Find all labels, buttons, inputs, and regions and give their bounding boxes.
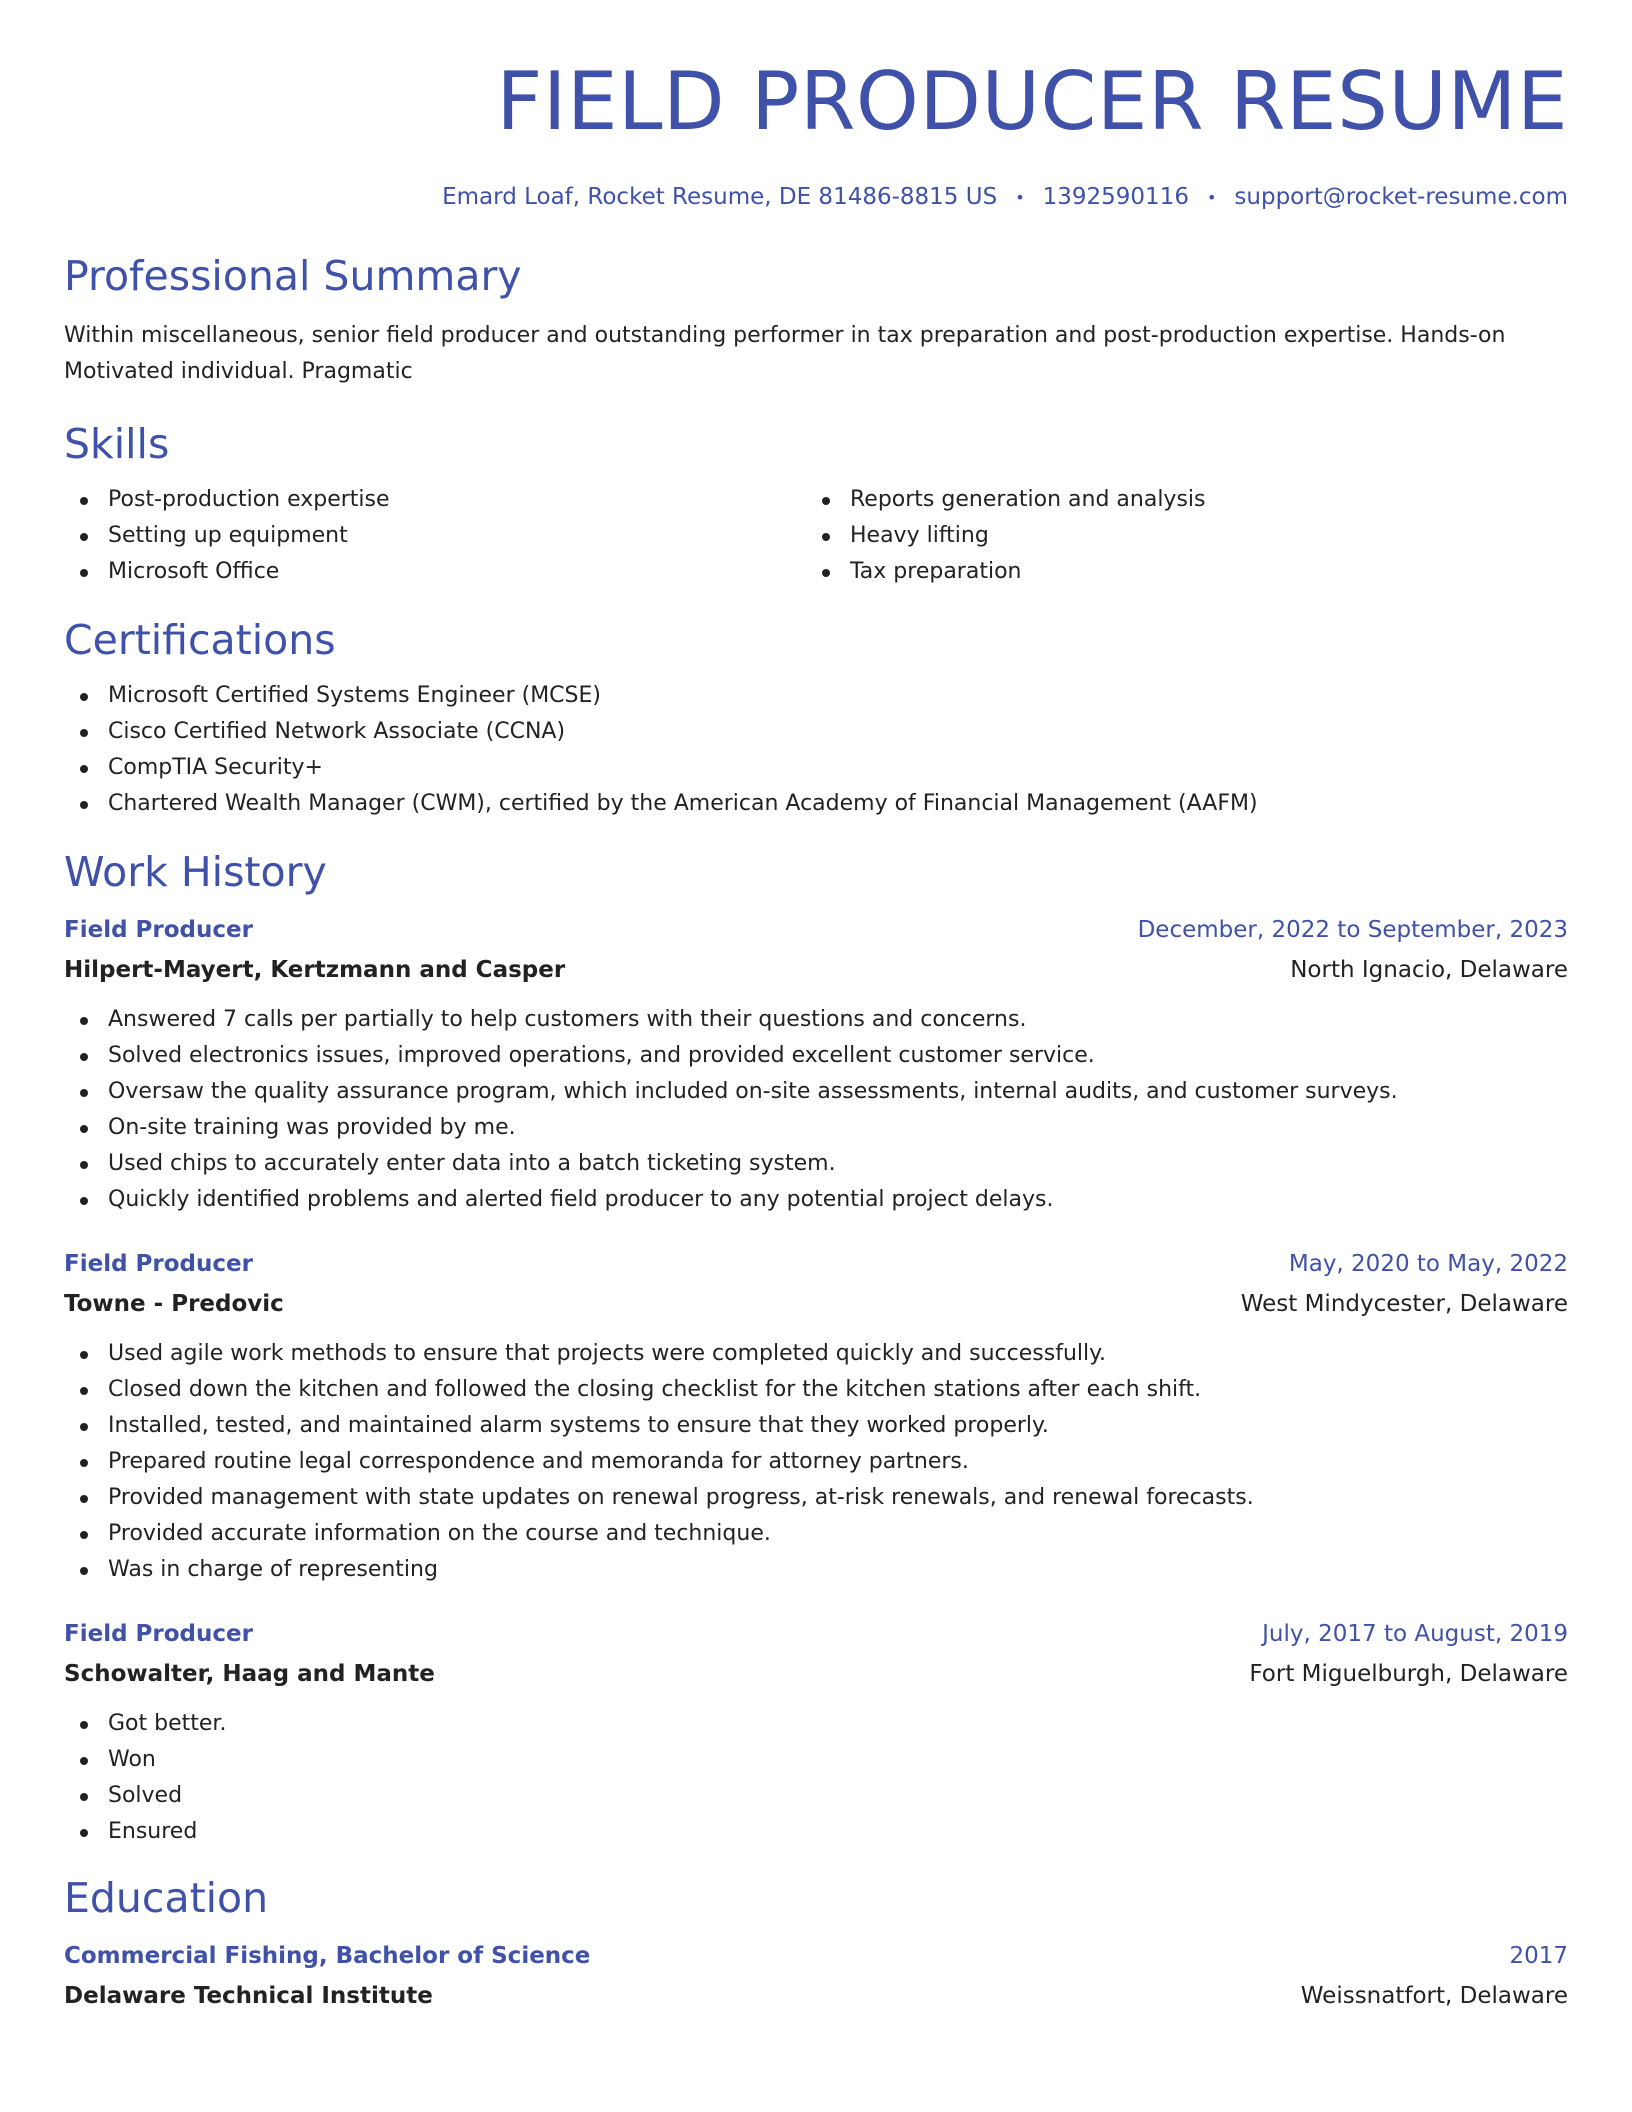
- job-location: North Ignacio, Delaware: [1290, 957, 1568, 983]
- summary-section: [64, 252, 1568, 390]
- list-item: Provided management with state updates on renewal progress, at-risk renewals, and renewal forecasts.: [64, 1480, 1568, 1516]
- list-item: Cisco Certified Network Associate (CCNA): [64, 714, 1568, 750]
- job-dates: December, 2022 to September, 2023: [1137, 917, 1568, 943]
- list-item: Heavy lifting: [806, 518, 1548, 554]
- list-item: Ensured: [64, 1814, 1568, 1850]
- contact-separator: •: [1206, 187, 1217, 207]
- list-item: Oversaw the quality assurance program, which included on-site assessments, internal audits, and customer surveys.: [64, 1074, 1568, 1110]
- section-heading-education: Education: [64, 1874, 269, 1922]
- bullet-dot: [80, 1351, 88, 1359]
- skills-list-left: [64, 482, 806, 590]
- job-employer-row: [64, 1284, 1568, 1324]
- education-location: Weissnatfort, Delaware: [1300, 1983, 1568, 2009]
- job-employer: Schowalter, Haag and Mante: [64, 1661, 435, 1687]
- bullet-dot: [80, 1125, 88, 1133]
- job-employer-row: [64, 1654, 1568, 1694]
- list-item: CompTIA Security+: [64, 750, 1568, 786]
- job-duties-list: [64, 1002, 1568, 1218]
- bullet-dot: [80, 1387, 88, 1395]
- education-entry: [64, 1936, 1568, 2016]
- job-employer-row: [64, 950, 1568, 990]
- summary-text: Within miscellaneous, senior field producer and outstanding performer in tax preparation and post-production expertise. Hands-on Motivated individual. Pragmatic: [64, 323, 1506, 384]
- bullet-dot: [80, 1757, 88, 1765]
- bullet-dot: [80, 1531, 88, 1539]
- skills-section: [64, 420, 1568, 590]
- bullet-dot: [80, 1793, 88, 1801]
- list-item: On-site training was provided by me.: [64, 1110, 1568, 1146]
- list-item: Reports generation and analysis: [806, 482, 1548, 518]
- education-section: [64, 1874, 1568, 2016]
- bullet-dot: [80, 1089, 88, 1097]
- certifications-section: [64, 616, 1568, 822]
- bullet-dot: [80, 729, 88, 737]
- bullet-dot: [80, 1053, 88, 1061]
- job-header-row: [64, 1244, 1568, 1284]
- job-dates: May, 2020 to May, 2022: [1288, 1251, 1568, 1277]
- contact-phone: 1392590116: [1042, 184, 1189, 210]
- list-item: Provided accurate information on the course and technique.: [64, 1516, 1568, 1552]
- list-item: Tax preparation: [806, 554, 1548, 590]
- bullet-dot: [822, 497, 830, 505]
- bullet-dot: [80, 1829, 88, 1837]
- contact-separator: •: [1015, 187, 1025, 207]
- section-heading-skills: Skills: [64, 420, 170, 468]
- job-title: Field Producer: [64, 1621, 253, 1647]
- bullet-dot: [80, 1495, 88, 1503]
- bullet-dot: [822, 569, 830, 577]
- list-item: Chartered Wealth Manager (CWM), certified by the American Academy of Financial Management (AAFM): [64, 786, 1568, 822]
- job-header-row: [64, 1614, 1568, 1654]
- job-dates: July, 2017 to August, 2019: [1262, 1621, 1568, 1647]
- list-item: Closed down the kitchen and followed the closing checklist for the kitchen stations after each shift.: [64, 1372, 1568, 1408]
- job-entry: [64, 1614, 1568, 1850]
- bullet-dot: [80, 497, 88, 505]
- job-entry: [64, 1244, 1568, 1588]
- section-heading-summary: Professional Summary: [64, 252, 522, 300]
- list-item: Microsoft Office: [64, 554, 806, 590]
- job-title: Field Producer: [64, 1251, 253, 1277]
- job-employer: Hilpert-Mayert, Kertzmann and Casper: [64, 957, 566, 983]
- contact-email: support@rocket-resume.com: [1234, 184, 1568, 210]
- list-item: Got better.: [64, 1706, 1568, 1742]
- list-item: Used chips to accurately enter data into a batch ticketing system.: [64, 1146, 1568, 1182]
- list-item: Answered 7 calls per partially to help customers with their questions and concerns.: [64, 1002, 1568, 1038]
- list-item: Post-production expertise: [64, 482, 806, 518]
- list-item: Solved electronics issues, improved operations, and provided excellent customer service.: [64, 1038, 1568, 1074]
- list-item: Installed, tested, and maintained alarm systems to ensure that they worked properly.: [64, 1408, 1568, 1444]
- job-location: West Mindycester, Delaware: [1240, 1291, 1568, 1317]
- bullet-dot: [80, 1017, 88, 1025]
- resume-title: FIELD PRODUCER RESUME: [496, 55, 1568, 148]
- list-item: Microsoft Certified Systems Engineer (MCSE): [64, 678, 1568, 714]
- job-duties-list: [64, 1706, 1568, 1850]
- list-item: Won: [64, 1742, 1568, 1778]
- skills-list-right: [806, 482, 1548, 590]
- list-item: Used agile work methods to ensure that projects were completed quickly and successfully.: [64, 1336, 1568, 1372]
- skills-grid: [64, 482, 1568, 590]
- job-header-row: [64, 910, 1568, 950]
- bullet-dot: [80, 765, 88, 773]
- bullet-dot: [80, 1423, 88, 1431]
- bullet-dot: [80, 1721, 88, 1729]
- list-item: Solved: [64, 1778, 1568, 1814]
- bullet-dot: [822, 533, 830, 541]
- bullet-dot: [80, 1567, 88, 1575]
- list-item: Setting up equipment: [64, 518, 806, 554]
- job-title: Field Producer: [64, 917, 253, 943]
- list-item: Quickly identified problems and alerted field producer to any potential project delays.: [64, 1182, 1568, 1218]
- job-location: Fort Miguelburgh, Delaware: [1249, 1661, 1568, 1687]
- job-entry: [64, 910, 1568, 1218]
- bullet-dot: [80, 1459, 88, 1467]
- job-duties-list: [64, 1336, 1568, 1588]
- education-year: 2017: [1509, 1943, 1568, 1969]
- bullet-dot: [80, 801, 88, 809]
- education-degree: Commercial Fishing, Bachelor of Science: [64, 1943, 591, 1969]
- education-school-row: [64, 1976, 1568, 2016]
- bullet-dot: [80, 1197, 88, 1205]
- contact-line: [64, 184, 1568, 210]
- work-history-section: [64, 848, 1568, 1850]
- section-heading-work-history: Work History: [64, 848, 327, 896]
- section-heading-certifications: Certifications: [64, 616, 336, 664]
- contact-address: Emard Loaf, Rocket Resume, DE 81486-8815 US: [442, 184, 998, 210]
- certifications-list: [64, 678, 1568, 822]
- bullet-dot: [80, 1161, 88, 1169]
- list-item: Was in charge of representing: [64, 1552, 1568, 1588]
- bullet-dot: [80, 693, 88, 701]
- bullet-dot: [80, 569, 88, 577]
- job-employer: Towne - Predovic: [64, 1291, 284, 1317]
- list-item: Prepared routine legal correspondence and memoranda for attorney partners.: [64, 1444, 1568, 1480]
- education-header-row: [64, 1936, 1568, 1976]
- education-school: Delaware Technical Institute: [64, 1983, 433, 2009]
- bullet-dot: [80, 533, 88, 541]
